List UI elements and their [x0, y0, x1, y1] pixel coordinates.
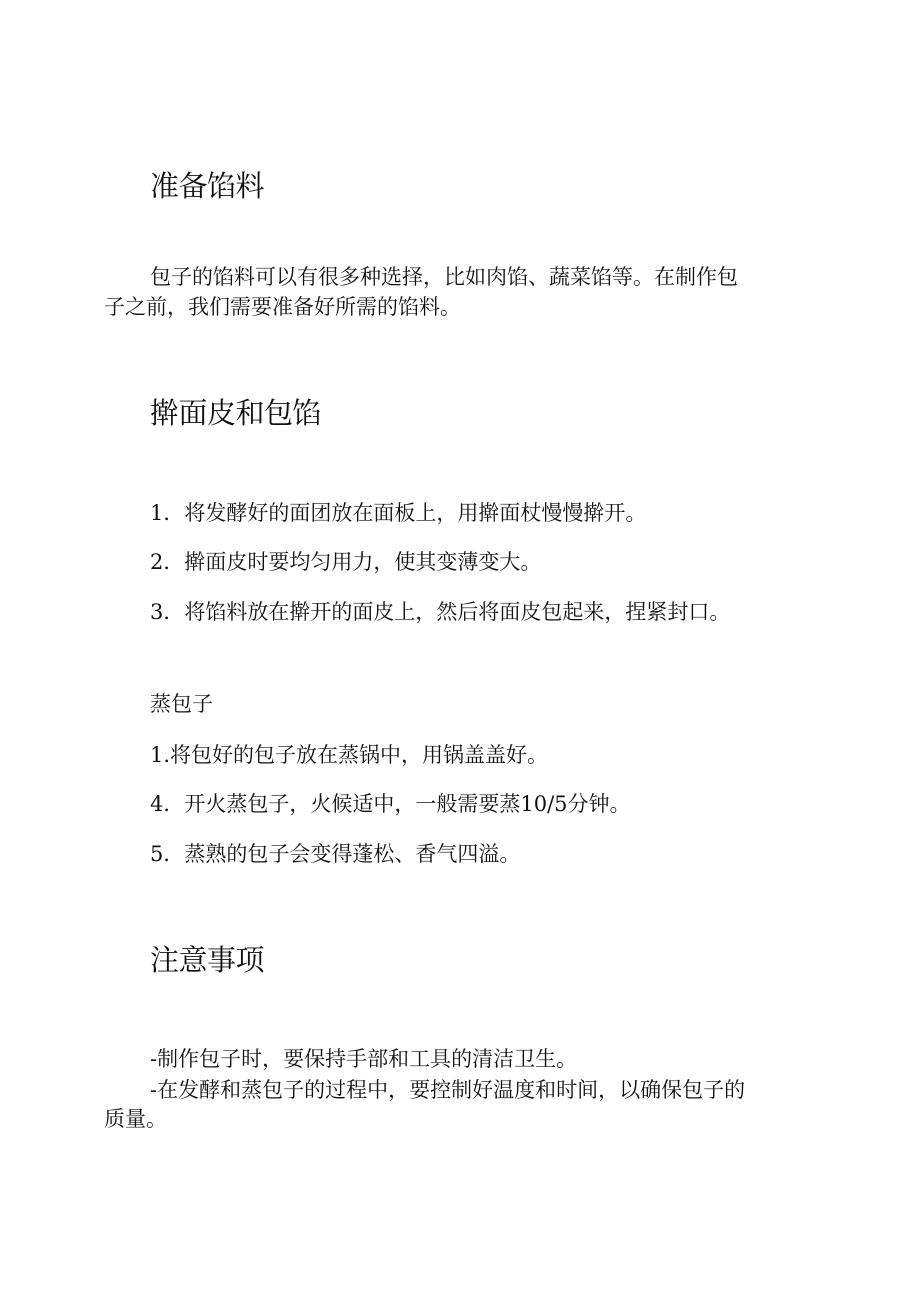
notes-line-2: -在发酵和蒸包子的过程中，要控制好温度和时间，以确保包子的: [150, 1078, 746, 1102]
rolling-step-3: 3．将馅料放在擀开的面皮上，然后将面皮包起来，捏紧封口。: [150, 600, 731, 624]
steaming-step-1: 1.将包好的包子放在蒸锅中，用锅盖盖好。: [150, 743, 549, 767]
rolling-step-1: 1．将发酵好的面团放在面板上，用擀面杖慢慢擀开。: [150, 501, 647, 525]
notes-line-1: -制作包子时，要保持手部和工具的清洁卫生。: [150, 1047, 578, 1071]
steaming-step-2: 4．开火蒸包子，火候适中，一般需要蒸10/5分钟。: [150, 792, 631, 816]
filling-paragraph-line-1: 包子的馅料可以有很多种选择，比如肉馅、蔬菜馅等。在制作包: [150, 265, 738, 289]
filling-paragraph-line-2: 子之前，我们需要准备好所需的馅料。: [104, 295, 461, 319]
steaming-step-3: 5．蒸熟的包子会变得蓬松、香气四溢。: [150, 842, 521, 866]
section-heading-notes: 注意事项: [150, 943, 265, 977]
section-heading-steaming: 蒸包子: [150, 692, 213, 716]
section-heading-rolling: 擀面皮和包馅: [150, 396, 322, 430]
notes-line-3: 质量。: [104, 1107, 167, 1131]
section-heading-filling: 准备馅料: [150, 169, 265, 203]
rolling-step-2: 2．擀面皮时要均匀用力，使其变薄变大。: [150, 550, 542, 574]
